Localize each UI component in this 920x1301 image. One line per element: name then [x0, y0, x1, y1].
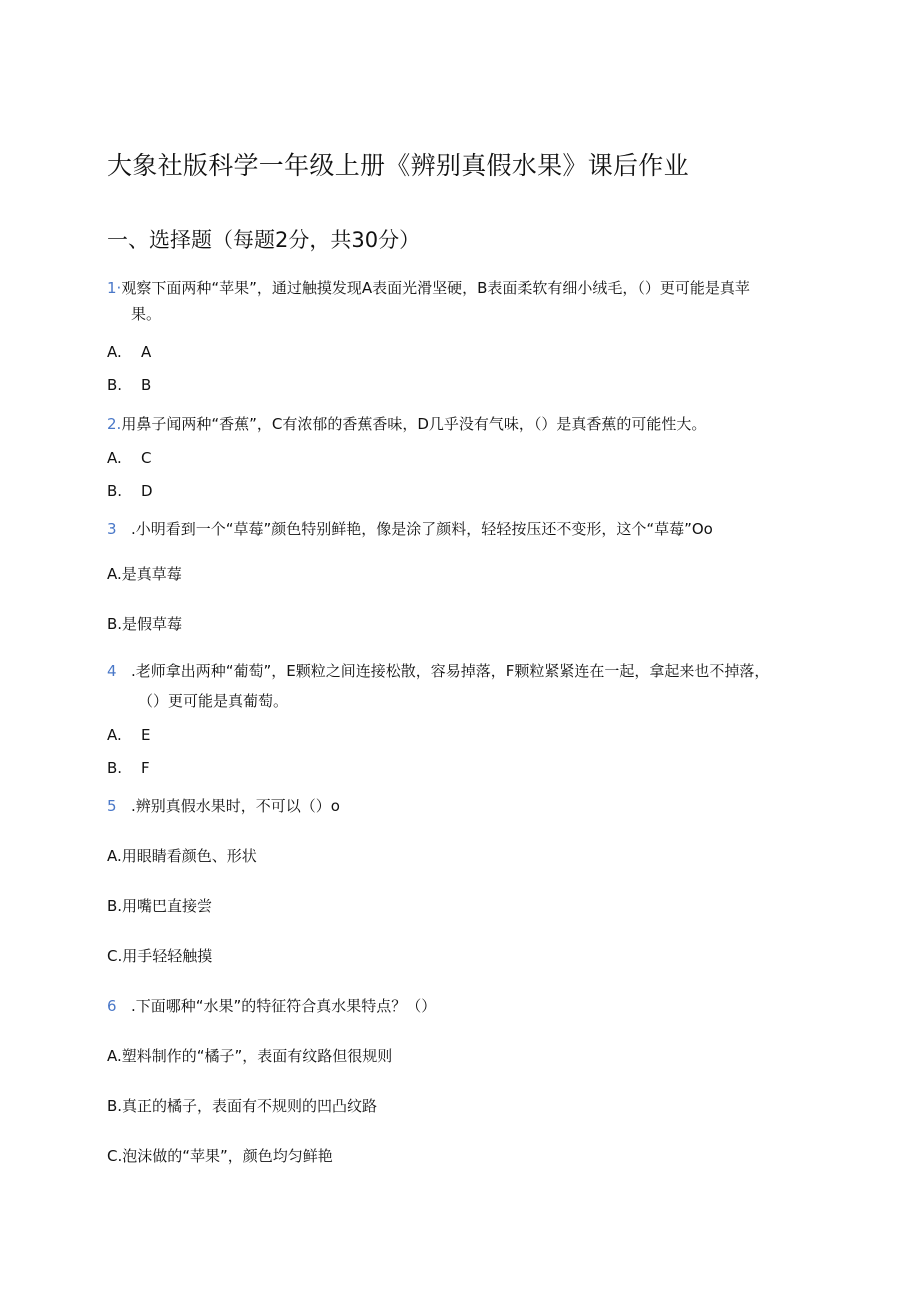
- option-b: [107, 481, 153, 501]
- option-text: D: [141, 482, 153, 500]
- question-number: 6: [107, 997, 117, 1015]
- question-2: [107, 414, 706, 434]
- option-a: A.用眼睛看颜色、形状: [107, 847, 257, 865]
- option-text: A: [141, 343, 152, 361]
- question-text: .辨别真假水果时，不可以（）o: [131, 797, 340, 815]
- option-a: A.塑料制作的“橘子”，表面有纹路但很规则: [107, 1047, 393, 1065]
- question-number: 1·: [107, 279, 122, 297]
- question-number: 5: [107, 797, 117, 815]
- option-label: B.: [107, 482, 123, 500]
- option-label: A.: [107, 343, 122, 361]
- option-b: B.用嘴巴直接尝: [107, 897, 213, 915]
- option-text: B: [141, 376, 152, 394]
- option-label: A.: [107, 449, 122, 467]
- question-text: .下面哪种“水果”的特征符合真水果特点？（）: [131, 997, 437, 1015]
- section-heading: 一、选择题（每题2分，共30分）: [107, 228, 421, 252]
- document-title: 大象社版科学一年级上册《辨别真假水果》课后作业: [107, 151, 689, 180]
- option-b: [107, 375, 151, 395]
- option-a: A.是真草莓: [107, 565, 182, 583]
- question-number: 2.: [107, 415, 122, 433]
- question-3: [107, 519, 713, 539]
- question-text: .小明看到一个“草莓”颜色特别鲜艳，像是涂了颜料，轻轻按压还不变形，这个“草莓”Oo: [131, 520, 713, 538]
- option-text: C: [141, 449, 152, 467]
- question-1: [107, 278, 750, 298]
- option-c: C.泡沫做的“苹果”，颜色均匀鲜艳: [107, 1147, 333, 1165]
- question-text: 用鼻子闻两种“香蕉”，C有浓郁的香蕉香味，D几乎没有气味，（）是真香蕉的可能性大。: [121, 415, 707, 433]
- option-label: B.: [107, 376, 123, 394]
- option-c: C.用手轻轻触摸: [107, 947, 213, 965]
- option-b: [107, 758, 150, 778]
- option-label: B.: [107, 759, 123, 777]
- option-a: [107, 448, 151, 468]
- question-text: 观察下面两种“苹果”，通过触摸发现A表面光滑坚硬，B表面柔软有细小绒毛，（）更可能是真苹: [121, 279, 750, 297]
- question-number: 3: [107, 520, 117, 538]
- option-a: [107, 725, 150, 745]
- question-text: .老师拿出两种“葡萄”，E颗粒之间连接松散，容易掉落，F颗粒紧紧连在一起，拿起来也不掉落，: [131, 662, 770, 680]
- option-text: E: [141, 726, 151, 744]
- question-4: [107, 661, 769, 681]
- question-6: [107, 996, 436, 1016]
- question-5: [107, 796, 340, 816]
- option-a: [107, 342, 151, 362]
- option-text: F: [141, 759, 150, 777]
- question-number: 4: [107, 662, 117, 680]
- option-b: B.是假草莓: [107, 615, 183, 633]
- question-1-continuation: 果。: [131, 305, 162, 323]
- option-label: A.: [107, 726, 122, 744]
- option-b: B.真正的橘子，表面有不规则的凹凸纹路: [107, 1097, 378, 1115]
- question-4-continuation: （）更可能是真葡萄。: [138, 692, 289, 710]
